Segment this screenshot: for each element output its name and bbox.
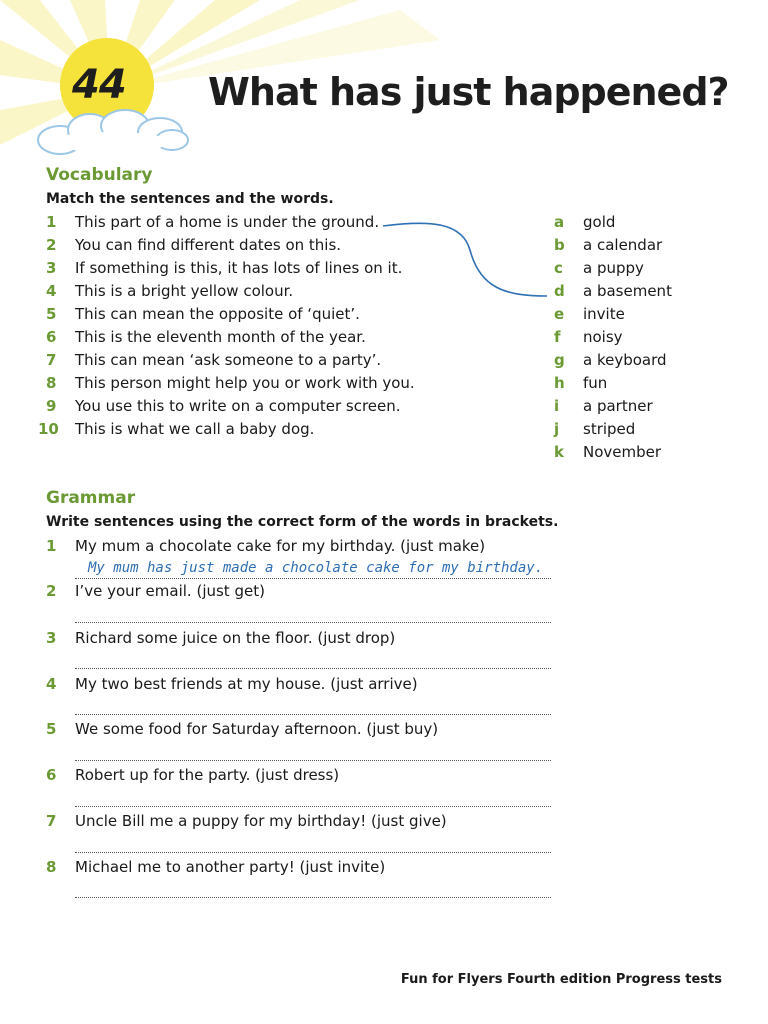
grammar-instructions: Write sentences using the correct form of the words in brackets. <box>46 514 559 530</box>
sentence-text: This can mean ‘ask someone to a party’. <box>75 351 382 369</box>
item-number: 2 <box>46 582 57 600</box>
word-letter: a <box>554 213 565 231</box>
vocabulary-word <box>0 351 768 373</box>
answer-line[interactable] <box>75 622 551 623</box>
word-text: a puppy <box>583 259 644 277</box>
cloud-icon <box>38 110 188 154</box>
word-text: invite <box>583 305 625 323</box>
vocabulary-word <box>0 259 768 281</box>
sentence-number: 6 <box>46 328 57 346</box>
sentence-number: 7 <box>46 351 57 369</box>
item-prompt: My two best friends at my house. (just arrive) <box>75 675 418 693</box>
word-letter: e <box>554 305 565 323</box>
sentence-number: 9 <box>46 397 57 415</box>
item-prompt: I’ve your email. (just get) <box>75 582 265 600</box>
sentence-number: 3 <box>46 259 57 277</box>
answer-line[interactable] <box>75 806 551 807</box>
sentence-number: 10 <box>38 420 59 438</box>
example-answer: My mum has just made a chocolate cake for my birthday. <box>88 560 544 576</box>
sentence-text: If something is this, it has lots of lines on it. <box>75 259 403 277</box>
vocabulary-word <box>0 397 768 419</box>
word-letter: d <box>554 282 565 300</box>
item-number: 4 <box>46 675 57 693</box>
sentence-number: 4 <box>46 282 57 300</box>
sentence-number: 2 <box>46 236 57 254</box>
word-letter: k <box>554 443 564 461</box>
word-text: gold <box>583 213 616 231</box>
vocabulary-word <box>0 420 768 442</box>
item-prompt: We some food for Saturday afternoon. (just buy) <box>75 720 439 738</box>
item-number: 7 <box>46 812 57 830</box>
vocabulary-heading: Vocabulary <box>46 165 153 185</box>
item-number: 5 <box>46 720 57 738</box>
item-prompt: Robert up for the party. (just dress) <box>75 766 340 784</box>
word-letter: g <box>554 351 565 369</box>
vocabulary-instructions: Match the sentences and the words. <box>46 191 334 207</box>
word-text: November <box>583 443 662 461</box>
word-text: a partner <box>583 397 653 415</box>
sentence-text: This person might help you or work with you. <box>75 374 415 392</box>
answer-line[interactable] <box>75 897 551 898</box>
item-prompt: Richard some juice on the floor. (just drop) <box>75 629 396 647</box>
vocabulary-word <box>0 282 768 304</box>
sentence-number: 5 <box>46 305 57 323</box>
vocabulary-word <box>0 374 768 396</box>
answer-line[interactable] <box>75 714 551 715</box>
vocabulary-word <box>0 213 768 235</box>
footer-credit: Fun for Flyers Fourth edition Progress tests <box>400 972 722 987</box>
item-prompt: Uncle Bill me a puppy for my birthday! (just give) <box>75 812 447 830</box>
answer-line[interactable] <box>75 852 551 853</box>
word-letter: h <box>554 374 565 392</box>
answer-line[interactable] <box>75 668 551 669</box>
sentence-number: 1 <box>46 213 57 231</box>
word-letter: f <box>554 328 561 346</box>
page-title: What has just happened? <box>208 70 729 114</box>
word-letter: j <box>554 420 560 438</box>
sentence-text: This part of a home is under the ground. <box>75 213 380 231</box>
answer-line[interactable] <box>75 760 551 761</box>
unit-number: 44 <box>72 62 126 108</box>
answer-line[interactable] <box>75 578 551 579</box>
vocabulary-word <box>0 328 768 350</box>
vocabulary-word <box>0 305 768 327</box>
word-letter: i <box>554 397 560 415</box>
sentence-text: This is the eleventh month of the year. <box>75 328 366 346</box>
word-text: a keyboard <box>583 351 667 369</box>
sentence-number: 8 <box>46 374 57 392</box>
word-text: a basement <box>583 282 672 300</box>
word-letter: c <box>554 259 563 277</box>
sentence-text: This can mean the opposite of ‘quiet’. <box>75 305 360 323</box>
word-letter: b <box>554 236 565 254</box>
vocabulary-word <box>0 443 768 465</box>
sentence-text: You can find different dates on this. <box>75 236 342 254</box>
word-text: a calendar <box>583 236 663 254</box>
vocabulary-word <box>0 236 768 258</box>
item-number: 1 <box>46 537 57 555</box>
sentence-text: This is what we call a baby dog. <box>75 420 315 438</box>
item-number: 6 <box>46 766 57 784</box>
sentence-text: This is a bright yellow colour. <box>75 282 294 300</box>
item-prompt: Michael me to another party! (just invite) <box>75 858 386 876</box>
grammar-heading: Grammar <box>46 488 136 508</box>
item-number: 8 <box>46 858 57 876</box>
word-text: striped <box>583 420 636 438</box>
sentence-text: You use this to write on a computer screen. <box>75 397 401 415</box>
item-number: 3 <box>46 629 57 647</box>
word-text: fun <box>583 374 608 392</box>
item-prompt: My mum a chocolate cake for my birthday. (just make) <box>75 537 486 555</box>
word-text: noisy <box>583 328 623 346</box>
